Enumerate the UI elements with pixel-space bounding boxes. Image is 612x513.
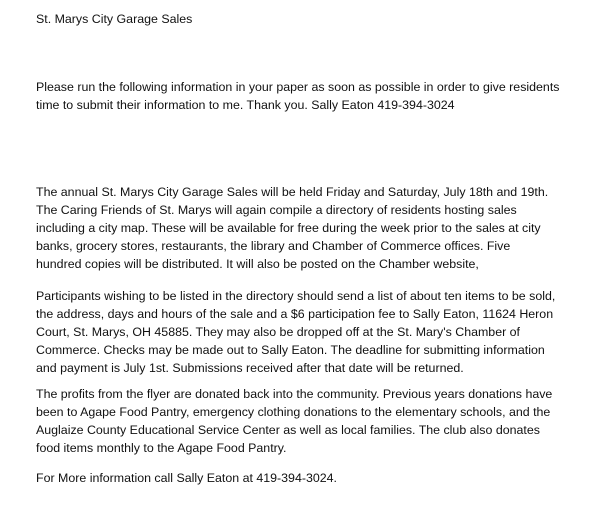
paragraph-line: hundred copies will be distributed. It will also be posted on the Chamber website, xyxy=(36,257,479,271)
paragraph-line: The Caring Friends of St. Marys will again compile a directory of residents hosting sales xyxy=(36,203,517,217)
title-text: St. Marys City Garage Sales xyxy=(36,12,193,26)
paragraph-line: The annual St. Marys City Garage Sales will be held Friday and Saturday, July 18th and 19th. xyxy=(36,185,549,199)
paragraph-line: Court, St. Marys, OH 45885. They may also be dropped off at the St. Mary's Chamber of xyxy=(36,325,520,339)
contact-line xyxy=(36,469,606,487)
paragraph-line: banks, grocery stores, restaurants, the library and Chamber of Commerce offices. Five xyxy=(36,239,511,253)
paragraph-line: been to Agape Food Pantry, emergency clothing donations to the elementary schools, and the xyxy=(36,405,551,419)
paragraph-line: and payment is July 1st. Submissions received after that date will be returned. xyxy=(36,361,464,375)
request-line: Please run the following information in your paper as soon as possible in order to give residents xyxy=(36,80,560,94)
contact-text: For More information call Sally Eaton at 419-394-3024. xyxy=(36,471,337,485)
paragraph-line: the address, days and hours of the sale and a $6 participation fee to Sally Eaton, 11624 Heron xyxy=(36,307,554,321)
document-title xyxy=(36,10,606,28)
paragraph-line: including a city map. These will be available for free during the week prior to the sales at city xyxy=(36,221,541,235)
paragraph-line: food items monthly to the Agape Food Pantry. xyxy=(36,441,287,455)
profits-paragraph xyxy=(36,385,606,457)
paragraph-line: Commerce. Checks may be made out to Sally Eaton. The deadline for submitting information xyxy=(36,343,545,357)
request-paragraph xyxy=(36,78,606,114)
participants-paragraph xyxy=(36,287,606,377)
paragraph-line: The profits from the flyer are donated back into the community. Previous years donations have xyxy=(36,387,553,401)
paragraph-line: Participants wishing to be listed in the directory should send a list of about ten items to be sold, xyxy=(36,289,556,303)
request-line: time to submit their information to me. Thank you. Sally Eaton 419-394-3024 xyxy=(36,98,455,112)
paragraph-line: Auglaize County Educational Service Center as well as local families. The club also donates xyxy=(36,423,540,437)
announcement-paragraph xyxy=(36,183,606,273)
